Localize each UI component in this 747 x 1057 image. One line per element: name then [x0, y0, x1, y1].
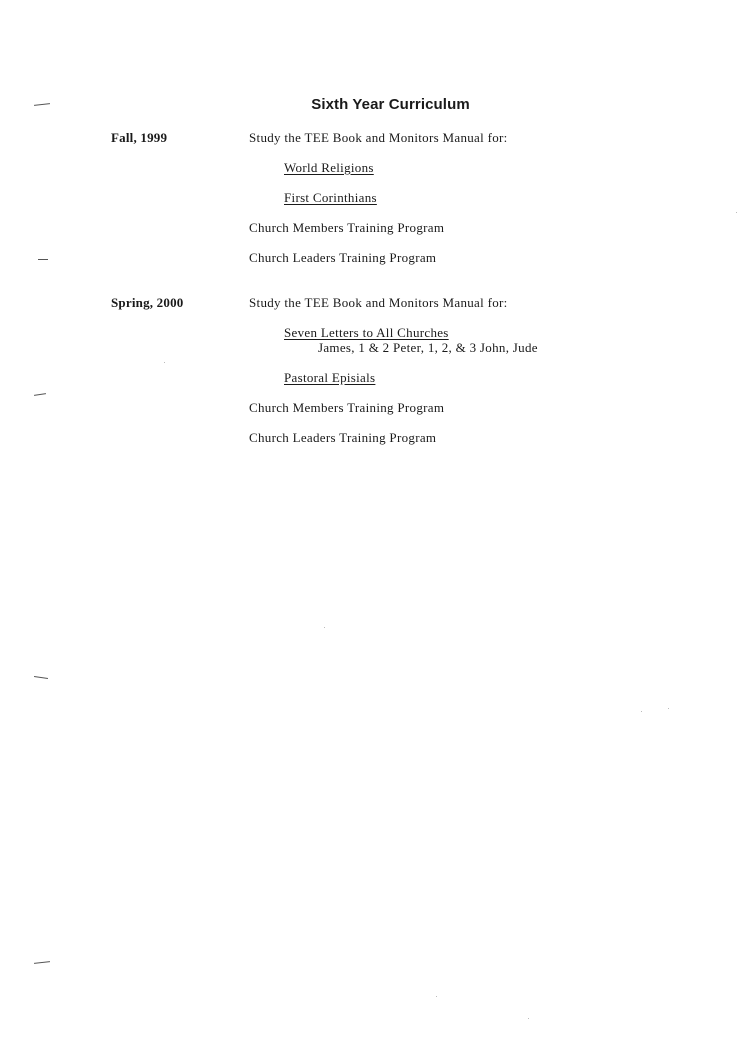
scan-speck	[528, 1018, 529, 1019]
scan-speck	[324, 627, 325, 628]
study-instruction: Study the TEE Book and Monitors Manual for:	[249, 295, 508, 310]
margin-mark	[34, 393, 46, 396]
course-title: First Corinthians	[284, 190, 377, 205]
term-label: Fall, 1999	[111, 130, 168, 145]
training-program: Church Leaders Training Program	[249, 430, 437, 445]
study-instruction: Study the TEE Book and Monitors Manual for:	[249, 130, 508, 145]
course-books-note: James, 1 & 2 Peter, 1, 2, & 3 John, Jude	[318, 340, 538, 355]
margin-mark	[34, 961, 50, 964]
course-title: Pastoral Episials	[284, 370, 376, 385]
scan-speck	[736, 212, 737, 213]
page-title: Sixth Year Curriculum	[311, 96, 470, 113]
scan-speck	[668, 708, 669, 709]
training-program: Church Members Training Program	[249, 400, 445, 415]
term-label: Spring, 2000	[111, 295, 184, 310]
margin-mark	[34, 676, 48, 679]
margin-mark	[38, 259, 48, 260]
training-program: Church Members Training Program	[249, 220, 445, 235]
course-title: Seven Letters to All Churches	[284, 325, 449, 340]
scan-speck	[164, 362, 165, 363]
course-title: World Religions	[284, 160, 374, 175]
scan-speck	[641, 711, 642, 712]
scan-speck	[436, 996, 437, 997]
training-program: Church Leaders Training Program	[249, 250, 437, 265]
